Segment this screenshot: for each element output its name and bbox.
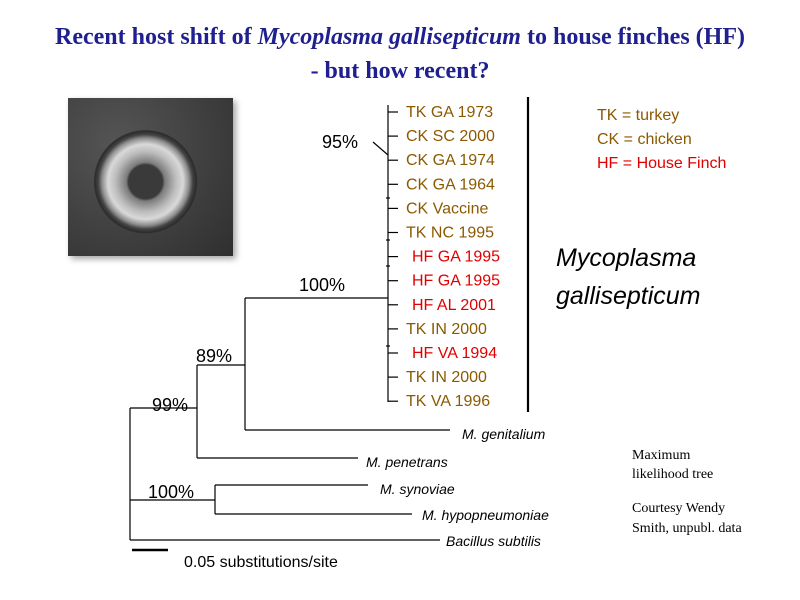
outgroup-label-hypopneumoniae: M. hypopneumoniae	[422, 507, 549, 523]
taxon-labels	[406, 104, 500, 410]
support-value-100-synoviae: 100%	[148, 482, 195, 502]
title-species: Mycoplasma gallisepticum	[257, 24, 521, 50]
legend-item-chicken: CK = chicken	[597, 131, 692, 148]
outgroup-label-bacillus: Bacillus subtilis	[446, 533, 541, 549]
taxon-label: TK GA 1973	[406, 104, 494, 121]
method-note-line-2: likelihood tree	[632, 467, 714, 482]
support-value-99: 99%	[152, 395, 189, 415]
taxon-label: CK Vaccine	[406, 200, 489, 218]
outgroup-label-synoviae: M. synoviae	[380, 481, 455, 497]
support-values	[148, 132, 358, 502]
legend	[597, 107, 726, 172]
support-value-89: 89%	[196, 346, 233, 366]
outgroup-label-penetrans: M. penetrans	[366, 454, 448, 470]
taxon-label: TK IN 2000	[406, 320, 487, 338]
taxon-label: TK NC 1995	[406, 224, 495, 242]
clade-label-line-1: Mycoplasma	[556, 244, 697, 272]
taxon-label: CK GA 1974	[406, 152, 495, 170]
legend-item-turkey: TK = turkey	[597, 107, 680, 124]
taxon-label: TK VA 1996	[406, 393, 491, 411]
outgroup-labels	[366, 426, 549, 549]
support-95-pointer	[373, 142, 388, 155]
credit-note-line-2: Smith, unpubl. data	[632, 521, 742, 536]
title-suffix: to house finches (HF)	[520, 24, 745, 50]
taxon-label: CK SC 2000	[406, 128, 495, 146]
taxon-label: HF VA 1994	[412, 345, 498, 362]
clade-label-line-2: gallisepticum	[556, 282, 701, 310]
support-value-100-mg: 100%	[299, 275, 346, 295]
credit-note-line-1: Courtesy Wendy	[632, 501, 726, 516]
scale-bar-label: 0.05 substitutions/site	[184, 554, 338, 571]
method-note-line-1: Maximum	[632, 448, 691, 463]
taxon-label: HF GA 1995	[412, 272, 501, 290]
taxon-label: HF AL 2001	[412, 296, 496, 314]
taxon-label: CK GA 1964	[406, 176, 495, 194]
legend-item-house-finch: HF = House Finch	[597, 155, 727, 172]
page-title-line-2: - but how recent?	[310, 58, 490, 84]
taxon-label: TK IN 2000	[406, 369, 487, 387]
title-prefix: Recent host shift of	[55, 24, 258, 50]
taxon-label: HF GA 1995	[412, 248, 501, 266]
support-value-95: 95%	[322, 132, 359, 152]
outgroup-label-genitalium: M. genitalium	[462, 426, 546, 442]
